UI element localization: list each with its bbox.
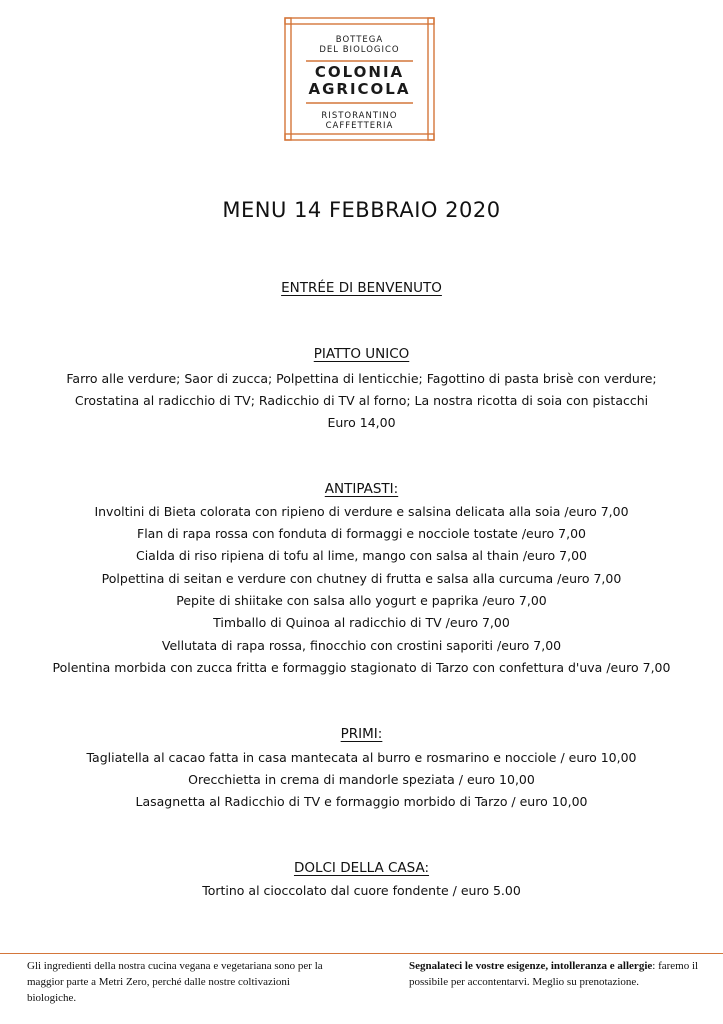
dolci-item: Tortino al cioccolato dal cuore fondente / euro 5.00	[202, 883, 521, 898]
footer-allergies-bold: Segnalateci le vostre esigenze, intolleranza e allergie	[409, 960, 653, 972]
piatto-unico-line: Crostatina al radicchio di TV; Radicchio di TV al forno; La nostra ricotta di soia con pistacchi	[74, 393, 649, 408]
antipasti-heading-text: ANTIPASTI:	[324, 481, 399, 497]
logo-line-caffetteria: CAFFETTERIA	[325, 121, 394, 131]
entree-heading-text: ENTRÉE DI BENVENUTO	[281, 280, 442, 296]
footer-allergies-note	[409, 958, 704, 990]
primi-heading	[0, 726, 723, 742]
primi-heading-text: PRIMI:	[340, 726, 383, 742]
antipasti-item: Flan di rapa rossa con fonduta di formaggi e nocciole tostate /euro 7,00	[137, 526, 586, 541]
antipasti-item: Polpettina di seitan e verdure con chutney di frutta e salsa alla curcuma /euro 7,00	[101, 571, 622, 586]
logo-line-colonia: COLONIA	[314, 63, 405, 81]
antipasti-item: Cialda di riso ripiena di tofu al lime, mango con salsa al thain /euro 7,00	[135, 548, 587, 563]
footer-divider	[0, 953, 723, 954]
antipasti-item: Timballo di Quinoa al radicchio di TV /euro 7,00	[213, 615, 510, 630]
entree-heading	[0, 280, 723, 296]
piatto-unico-heading-text: PIATTO UNICO	[313, 346, 410, 362]
logo-line-agricola: AGRICOLA	[308, 80, 411, 98]
piatto-unico-heading	[0, 346, 723, 362]
antipasti-item: Polentina morbida con zucca fritta e formaggio stagionato di Tarzo con confettura d'uva /euro 7,00	[52, 660, 671, 675]
logo-line-ristorantino: RISTORANTINO	[321, 111, 398, 121]
footer-ingredients-note: Gli ingredienti della nostra cucina vegana e vegetariana sono per la maggior parte a Metri Zero, perché dalle nostre coltivazioni biologiche.	[27, 960, 323, 1004]
logo-line-biologico: DEL BIOLOGICO	[319, 45, 400, 55]
antipasti-heading	[0, 481, 723, 497]
antipasti-item: Vellutata di rapa rossa, finocchio con crostini saporiti /euro 7,00	[161, 638, 562, 653]
logo-line-bottega: BOTTEGA	[335, 35, 384, 45]
menu-title: MENU 14 FEBBRAIO 2020	[222, 198, 501, 222]
antipasti-item: Involtini di Bieta colorata con ripieno di verdure e salsina delicata alla soia /euro 7,00	[94, 504, 629, 519]
piatto-unico-line: Farro alle verdure; Saor di zucca; Polpettina di lenticchie; Fagottino di pasta brisè con verdure;	[66, 371, 657, 386]
restaurant-logo	[284, 17, 435, 141]
piatto-unico-price: Euro 14,00	[327, 415, 396, 430]
primi-item: Lasagnetta al Radicchio di TV e formaggio morbido di Tarzo / euro 10,00	[135, 794, 588, 809]
antipasti-item: Pepite di shiitake con salsa allo yogurt e paprika /euro 7,00	[176, 593, 547, 608]
primi-item: Orecchietta in crema di mandorle speziata / euro 10,00	[188, 772, 535, 787]
dolci-heading-text: DOLCI DELLA CASA:	[293, 860, 430, 876]
primi-item: Tagliatella al cacao fatta in casa mantecata al burro e rosmarino e nocciole / euro 10,00	[86, 750, 637, 765]
dolci-heading	[0, 860, 723, 876]
footer-allergies-rest: : faremo il possibile per accontentarvi. Meglio su prenotazione.	[409, 960, 699, 988]
